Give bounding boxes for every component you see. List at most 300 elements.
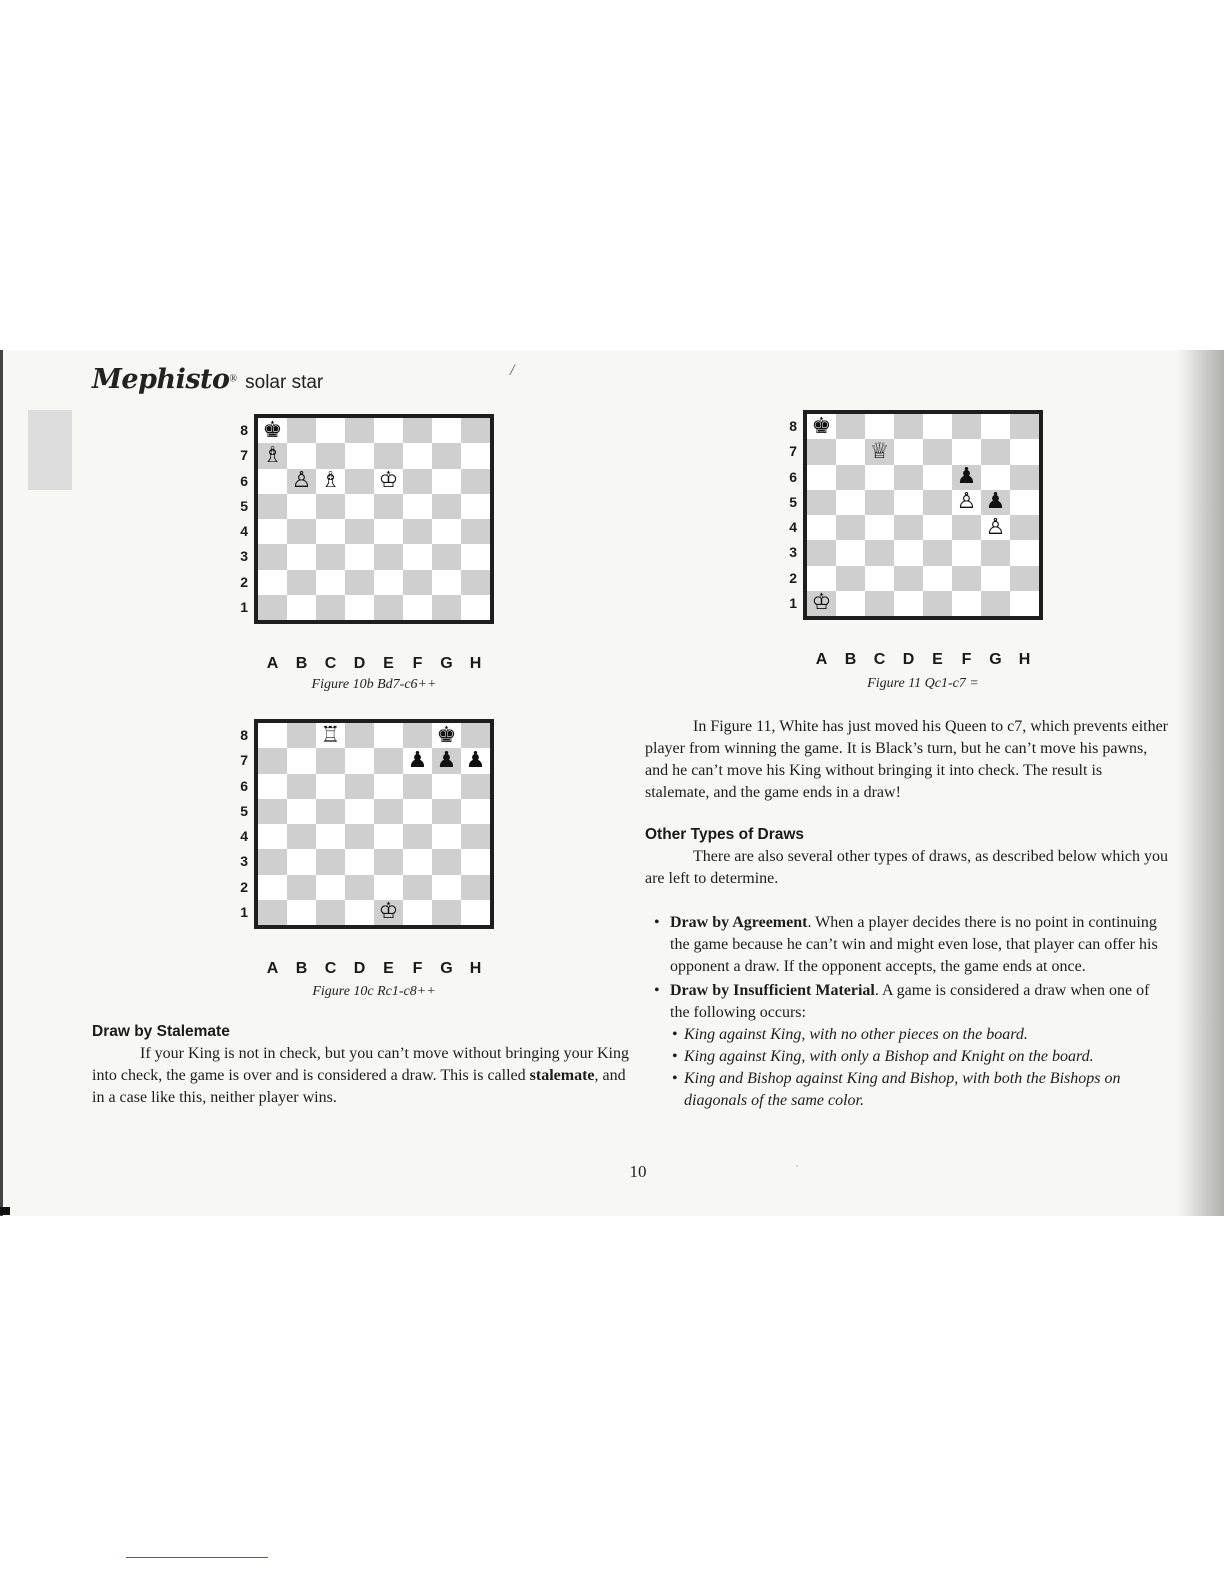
board-square bbox=[461, 469, 490, 494]
board-square bbox=[432, 900, 461, 925]
board-square bbox=[432, 519, 461, 544]
file-labels-fig10b bbox=[258, 655, 490, 673]
board-square bbox=[316, 723, 345, 748]
rank-label: 6 bbox=[240, 777, 248, 794]
board-square bbox=[403, 774, 432, 799]
white-queen-icon: ♕ bbox=[869, 438, 890, 464]
board-square bbox=[345, 875, 374, 900]
board-square bbox=[316, 570, 345, 595]
board-square bbox=[836, 439, 865, 464]
file-label: A bbox=[815, 651, 828, 668]
board-square bbox=[981, 414, 1010, 439]
board-square bbox=[461, 748, 490, 773]
stalemate-paragraph bbox=[92, 1043, 632, 1109]
board-square bbox=[865, 591, 894, 616]
material-cases bbox=[670, 1024, 1172, 1112]
black-king-icon: ♚ bbox=[436, 722, 457, 748]
board-square bbox=[316, 900, 345, 925]
rank-label: 5 bbox=[240, 802, 248, 819]
file-label: B bbox=[295, 655, 308, 672]
board-square bbox=[836, 414, 865, 439]
board-square bbox=[894, 591, 923, 616]
board-square bbox=[403, 723, 432, 748]
board-square bbox=[981, 490, 1010, 515]
chessboard-fig10b bbox=[254, 414, 494, 624]
board-square bbox=[403, 494, 432, 519]
file-label: C bbox=[324, 655, 337, 672]
black-pawn-icon: ♟ bbox=[407, 747, 428, 773]
board-square bbox=[287, 570, 316, 595]
board-square bbox=[316, 443, 345, 468]
white-bishop-icon: ♗ bbox=[262, 442, 283, 468]
board-square bbox=[461, 799, 490, 824]
rank-label: 1 bbox=[240, 598, 248, 615]
white-rook-icon: ♖ bbox=[320, 722, 341, 748]
page-gutter-shadow bbox=[1178, 350, 1224, 1216]
board-square bbox=[287, 799, 316, 824]
rank-label: 5 bbox=[240, 497, 248, 514]
board-square bbox=[894, 414, 923, 439]
board-square bbox=[316, 824, 345, 849]
board-square bbox=[258, 774, 287, 799]
board-square bbox=[807, 439, 836, 464]
board-square bbox=[865, 439, 894, 464]
white-king-icon: ♔ bbox=[811, 590, 832, 616]
board-square bbox=[374, 494, 403, 519]
board-square bbox=[258, 799, 287, 824]
board-square bbox=[432, 774, 461, 799]
board-square bbox=[403, 849, 432, 874]
board-square bbox=[894, 439, 923, 464]
board-square bbox=[316, 418, 345, 443]
board-square bbox=[981, 591, 1010, 616]
other-draws-intro bbox=[645, 846, 1169, 890]
agreement-title: Draw by Agreement bbox=[670, 914, 808, 931]
page-edge bbox=[0, 350, 3, 1216]
stalemate-text-2: , and in a case like this, neither player wins. bbox=[92, 1067, 626, 1106]
board-square bbox=[316, 774, 345, 799]
file-label: E bbox=[383, 960, 394, 977]
board-square bbox=[345, 494, 374, 519]
board-square bbox=[345, 824, 374, 849]
black-pawn-icon: ♟ bbox=[465, 747, 486, 773]
board-square bbox=[1010, 566, 1039, 591]
board-square bbox=[403, 900, 432, 925]
board-square bbox=[461, 900, 490, 925]
board-square bbox=[1010, 591, 1039, 616]
board-square bbox=[461, 723, 490, 748]
black-pawn-icon: ♟ bbox=[436, 747, 457, 773]
rank-label: 1 bbox=[789, 594, 797, 611]
board-square bbox=[403, 748, 432, 773]
board-square bbox=[952, 591, 981, 616]
board-square bbox=[461, 570, 490, 595]
board-square bbox=[403, 443, 432, 468]
white-pawn-icon: ♙ bbox=[956, 489, 977, 515]
board-square bbox=[981, 515, 1010, 540]
board-square bbox=[287, 544, 316, 569]
board-square bbox=[461, 849, 490, 874]
board-square bbox=[374, 900, 403, 925]
brand-subtitle: solar star bbox=[245, 372, 324, 393]
board-square bbox=[807, 515, 836, 540]
board-square bbox=[258, 595, 287, 620]
board-square bbox=[432, 875, 461, 900]
board-square bbox=[258, 519, 287, 544]
file-label: B bbox=[295, 960, 308, 977]
board-square bbox=[374, 469, 403, 494]
board-square bbox=[403, 469, 432, 494]
board-square bbox=[981, 465, 1010, 490]
board-square bbox=[258, 494, 287, 519]
board-square bbox=[432, 799, 461, 824]
board-square bbox=[374, 723, 403, 748]
board-square bbox=[374, 443, 403, 468]
board-square bbox=[316, 469, 345, 494]
file-label: C bbox=[324, 960, 337, 977]
rank-label: 8 bbox=[240, 422, 248, 438]
board-square bbox=[258, 824, 287, 849]
board-square bbox=[345, 723, 374, 748]
figure-caption-10c: Figure 10c Rc1-c8++ bbox=[312, 984, 436, 999]
rank-label: 1 bbox=[240, 903, 248, 920]
board-square bbox=[374, 748, 403, 773]
board-square bbox=[316, 494, 345, 519]
board-square bbox=[461, 519, 490, 544]
rank-label: 4 bbox=[240, 828, 248, 844]
board-square bbox=[865, 490, 894, 515]
board-square bbox=[923, 515, 952, 540]
board-square bbox=[461, 824, 490, 849]
board-square bbox=[865, 566, 894, 591]
black-king-icon: ♚ bbox=[262, 417, 283, 443]
board-square bbox=[432, 570, 461, 595]
file-labels-fig10c bbox=[258, 960, 490, 978]
rank-label: 7 bbox=[240, 447, 248, 464]
file-labels-fig11 bbox=[807, 651, 1039, 669]
board-square bbox=[432, 418, 461, 443]
board-square bbox=[374, 570, 403, 595]
board-square bbox=[403, 519, 432, 544]
board-square bbox=[345, 774, 374, 799]
board-square bbox=[981, 566, 1010, 591]
rank-label: 2 bbox=[240, 878, 248, 895]
board-square bbox=[865, 540, 894, 565]
board-square bbox=[432, 443, 461, 468]
board-square bbox=[894, 465, 923, 490]
board-square bbox=[287, 774, 316, 799]
brand-header bbox=[92, 364, 323, 395]
board-square bbox=[836, 465, 865, 490]
board-square bbox=[807, 490, 836, 515]
board-square bbox=[316, 849, 345, 874]
white-king-icon: ♔ bbox=[378, 899, 399, 925]
board-square bbox=[316, 748, 345, 773]
board-square bbox=[258, 748, 287, 773]
board-square bbox=[952, 490, 981, 515]
board-square bbox=[952, 515, 981, 540]
board-square bbox=[374, 418, 403, 443]
board-square bbox=[894, 490, 923, 515]
board-square bbox=[432, 748, 461, 773]
board-square bbox=[374, 519, 403, 544]
board-square bbox=[952, 465, 981, 490]
file-label: H bbox=[1018, 651, 1031, 668]
board-square bbox=[287, 494, 316, 519]
file-label: F bbox=[961, 651, 972, 668]
board-square bbox=[894, 515, 923, 540]
black-pawn-icon: ♟ bbox=[956, 464, 977, 490]
board-square bbox=[981, 540, 1010, 565]
board-square bbox=[1010, 465, 1039, 490]
rank-label: 6 bbox=[789, 468, 797, 485]
figure-11-text: In Figure 11, White has just moved his Queen to c7, which prevents either player from winning the game. It is Black’s turn, but he can’t move his pawns, and he can’t move his King without bringing it into check. The result is stalemate, and the game ends in a draw! bbox=[645, 718, 1169, 801]
board-square bbox=[923, 540, 952, 565]
figure-caption-10b: Figure 10b Bd7-c6++ bbox=[311, 677, 437, 692]
board-square bbox=[432, 544, 461, 569]
figure-caption-11: Figure 11 Qc1-c7 = bbox=[867, 676, 979, 691]
material-case: • King against King, with no other pieces on the board. bbox=[670, 1024, 1172, 1046]
board-square bbox=[981, 439, 1010, 464]
board-square bbox=[432, 469, 461, 494]
board-square bbox=[345, 418, 374, 443]
file-label: D bbox=[353, 655, 366, 672]
board-square bbox=[403, 544, 432, 569]
board-square bbox=[316, 544, 345, 569]
board-square bbox=[258, 570, 287, 595]
file-label: B bbox=[844, 651, 857, 668]
board-square bbox=[258, 418, 287, 443]
board-square bbox=[952, 540, 981, 565]
board-square bbox=[432, 824, 461, 849]
board-square bbox=[432, 849, 461, 874]
list-item-insufficient-material bbox=[652, 980, 1172, 1112]
board-square bbox=[258, 544, 287, 569]
rank-label: 6 bbox=[240, 472, 248, 489]
file-label: H bbox=[469, 960, 482, 977]
rank-label: 2 bbox=[240, 573, 248, 590]
white-king-icon: ♔ bbox=[378, 468, 399, 494]
board-square bbox=[807, 414, 836, 439]
file-label: G bbox=[989, 651, 1002, 668]
board-square bbox=[461, 774, 490, 799]
board-square bbox=[952, 566, 981, 591]
board-square bbox=[403, 824, 432, 849]
board-square bbox=[403, 799, 432, 824]
board-square bbox=[374, 774, 403, 799]
black-pawn-icon: ♟ bbox=[985, 489, 1006, 515]
board-square bbox=[287, 824, 316, 849]
board-square bbox=[923, 465, 952, 490]
section-heading-other-draws: Other Types of Draws bbox=[645, 826, 805, 843]
board-square bbox=[1010, 540, 1039, 565]
rank-label: 4 bbox=[240, 523, 248, 539]
rank-label: 7 bbox=[240, 752, 248, 769]
board-square bbox=[258, 849, 287, 874]
board-square bbox=[807, 540, 836, 565]
board-square bbox=[345, 469, 374, 494]
board-square bbox=[287, 723, 316, 748]
board-square bbox=[836, 515, 865, 540]
stray-mark: / bbox=[510, 362, 515, 379]
file-label: D bbox=[902, 651, 915, 668]
file-label: F bbox=[412, 655, 423, 672]
board-square bbox=[923, 490, 952, 515]
board-square bbox=[461, 418, 490, 443]
board-square bbox=[345, 519, 374, 544]
other-draws-intro-text: There are also several other types of draws, as described below which you are left to determine. bbox=[645, 848, 1168, 887]
file-label: A bbox=[266, 960, 279, 977]
chessboard-fig11 bbox=[803, 410, 1043, 620]
board-square bbox=[374, 824, 403, 849]
board-square bbox=[461, 494, 490, 519]
board-square bbox=[374, 875, 403, 900]
file-label: G bbox=[440, 960, 453, 977]
white-pawn-icon: ♙ bbox=[291, 468, 312, 494]
board-square bbox=[403, 418, 432, 443]
board-square bbox=[345, 544, 374, 569]
board-square bbox=[316, 519, 345, 544]
board-square bbox=[1010, 515, 1039, 540]
board-square bbox=[894, 540, 923, 565]
board-square bbox=[287, 900, 316, 925]
board-square bbox=[403, 570, 432, 595]
board-square bbox=[923, 439, 952, 464]
board-square bbox=[316, 595, 345, 620]
board-square bbox=[258, 900, 287, 925]
board-square bbox=[287, 595, 316, 620]
board-square bbox=[287, 519, 316, 544]
board-square bbox=[836, 540, 865, 565]
board-square bbox=[1010, 490, 1039, 515]
figure-11-paragraph bbox=[645, 716, 1169, 804]
board-square bbox=[345, 443, 374, 468]
board-square bbox=[345, 900, 374, 925]
board-square bbox=[287, 875, 316, 900]
board-square bbox=[865, 515, 894, 540]
material-title: Draw by Insufficient Material bbox=[670, 982, 875, 999]
scan-underline bbox=[126, 1557, 268, 1558]
rank-label: 3 bbox=[789, 544, 797, 561]
board-square bbox=[403, 875, 432, 900]
chessboard-fig10c bbox=[254, 719, 494, 929]
material-case: • King against King, with only a Bishop and Knight on the board. bbox=[670, 1046, 1172, 1068]
rank-label: 5 bbox=[789, 493, 797, 510]
stray-dot: ˙ bbox=[795, 1162, 799, 1176]
board-square bbox=[865, 414, 894, 439]
board-square bbox=[894, 566, 923, 591]
board-square bbox=[836, 591, 865, 616]
white-pawn-icon: ♙ bbox=[985, 514, 1006, 540]
board-square bbox=[287, 443, 316, 468]
board-square bbox=[1010, 414, 1039, 439]
board-square bbox=[316, 799, 345, 824]
board-square bbox=[374, 799, 403, 824]
rank-label: 7 bbox=[789, 443, 797, 460]
board-square bbox=[952, 414, 981, 439]
file-label: D bbox=[353, 960, 366, 977]
file-label: F bbox=[412, 960, 423, 977]
board-square bbox=[461, 544, 490, 569]
board-square bbox=[461, 595, 490, 620]
board-square bbox=[836, 566, 865, 591]
board-square bbox=[316, 875, 345, 900]
page-number: 10 bbox=[629, 1162, 647, 1181]
board-square bbox=[345, 849, 374, 874]
board-square bbox=[807, 465, 836, 490]
brand-logo: Mephisto bbox=[92, 364, 230, 395]
board-square bbox=[952, 439, 981, 464]
board-square bbox=[345, 799, 374, 824]
board-square bbox=[374, 544, 403, 569]
board-square bbox=[345, 570, 374, 595]
board-square bbox=[1010, 439, 1039, 464]
section-heading-stalemate: Draw by Stalemate bbox=[92, 1023, 230, 1040]
file-label: E bbox=[932, 651, 943, 668]
file-label: G bbox=[440, 655, 453, 672]
board-square bbox=[287, 469, 316, 494]
board-square bbox=[923, 591, 952, 616]
rank-label: 3 bbox=[240, 548, 248, 565]
list-item-agreement bbox=[652, 912, 1172, 978]
board-square bbox=[807, 591, 836, 616]
scan-mark bbox=[0, 1207, 10, 1215]
material-text: . A game is considered a draw when one of the following occurs: bbox=[670, 982, 1150, 1021]
board-square bbox=[287, 748, 316, 773]
board-square bbox=[258, 723, 287, 748]
board-square bbox=[461, 875, 490, 900]
black-king-icon: ♚ bbox=[811, 413, 832, 439]
board-square bbox=[374, 595, 403, 620]
board-square bbox=[287, 849, 316, 874]
board-square bbox=[432, 595, 461, 620]
board-square bbox=[923, 566, 952, 591]
board-square bbox=[258, 443, 287, 468]
board-square bbox=[345, 748, 374, 773]
board-square bbox=[923, 414, 952, 439]
file-label: E bbox=[383, 655, 394, 672]
board-square bbox=[287, 418, 316, 443]
board-square bbox=[461, 443, 490, 468]
file-label: H bbox=[469, 655, 482, 672]
board-square bbox=[258, 469, 287, 494]
rank-label: 2 bbox=[789, 569, 797, 586]
board-square bbox=[432, 494, 461, 519]
board-square bbox=[345, 595, 374, 620]
board-square bbox=[836, 490, 865, 515]
draw-types-list bbox=[652, 912, 1172, 1114]
board-square bbox=[807, 566, 836, 591]
rank-label: 8 bbox=[240, 727, 248, 743]
side-tab bbox=[28, 410, 72, 490]
stalemate-text-1: If your King is not in check, but you can’t move without bringing your King into check, the game is over and is considered a draw. This is called bbox=[92, 1045, 629, 1084]
board-square bbox=[865, 465, 894, 490]
rank-label: 4 bbox=[789, 519, 797, 535]
board-square bbox=[374, 849, 403, 874]
agreement-text: . When a player decides there is no point in continuing the game because he can’t win and might even lose, that player can offer his opponent a draw. If the opponent accepts, the game ends at once. bbox=[670, 914, 1158, 975]
board-square bbox=[258, 875, 287, 900]
material-case: • King and Bishop against King and Bishop, with both the Bishops on diagonals of the same color. bbox=[670, 1068, 1172, 1112]
trademark: ® bbox=[229, 373, 238, 385]
rank-label: 8 bbox=[789, 418, 797, 434]
board-square bbox=[403, 595, 432, 620]
white-bishop-icon: ♗ bbox=[320, 468, 341, 494]
stalemate-term: stalemate bbox=[529, 1067, 595, 1084]
file-label: C bbox=[873, 651, 886, 668]
rank-label: 3 bbox=[240, 853, 248, 870]
file-label: A bbox=[266, 655, 279, 672]
board-square bbox=[432, 723, 461, 748]
